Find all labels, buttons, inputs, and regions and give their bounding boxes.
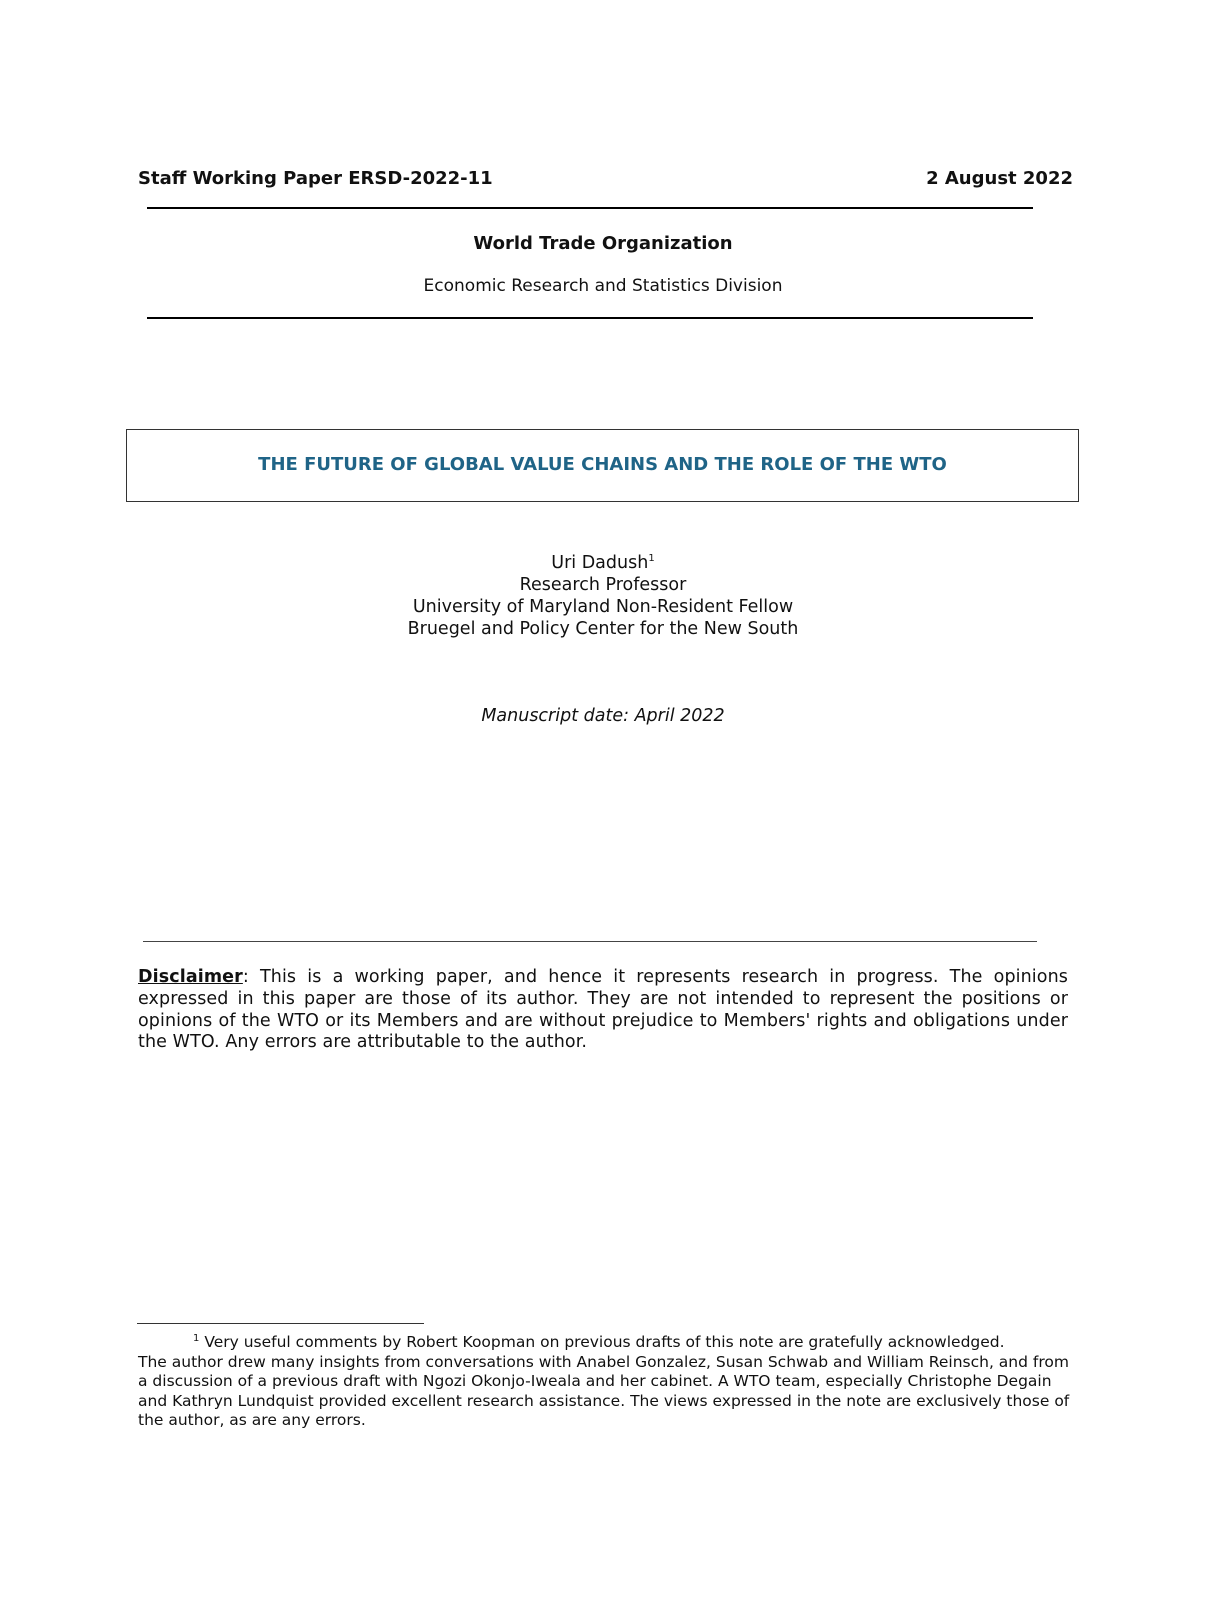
paper-title: THE FUTURE OF GLOBAL VALUE CHAINS AND THE ROLE OF THE WTO	[258, 454, 947, 475]
footnote-marker: 1	[193, 1333, 200, 1344]
footnote	[138, 1333, 1073, 1431]
author-name-line	[0, 552, 1206, 574]
paper-date: 2 August 2022	[926, 168, 1073, 189]
disclaimer-text: : This is a working paper, and hence it represents research in progress. The opinions expressed in this paper are those of its author. They are not intended to represent the positions or opinions of the WTO or its Members and are without prejudice to Members' rights and obligations under the WTO. Any errors are attributable to the author.	[138, 967, 1068, 1053]
disclaimer	[138, 967, 1068, 1054]
author-affiliation-3: Bruegel and Policy Center for the New South	[407, 619, 799, 639]
disclaimer-label: Disclaimer	[138, 967, 243, 987]
footnote-first-line	[138, 1333, 1073, 1353]
organization-name: World Trade Organization	[473, 233, 733, 254]
footnote-first-text: Very useful comments by Robert Koopman on previous drafts of this note are gratefully acknowledged.	[204, 1333, 1005, 1351]
footnote-separator	[137, 1323, 424, 1324]
author-affiliation-1: Research Professor	[519, 575, 687, 595]
division-name: Economic Research and Statistics Division	[423, 276, 783, 296]
paper-series-label: Staff Working Paper ERSD-2022-11	[138, 168, 493, 189]
disclaimer-separator	[143, 941, 1037, 942]
manuscript-date: Manuscript date: April 2022	[481, 706, 725, 726]
author-block	[0, 552, 1206, 640]
header-bottom-rule	[147, 317, 1033, 319]
author-affiliation-2: University of Maryland Non-Resident Fellow	[412, 597, 794, 617]
author-footnote-marker[interactable]: 1	[648, 553, 655, 564]
header-top-rule	[147, 207, 1033, 209]
author-name: Uri Dadush	[551, 553, 649, 573]
footnote-rest: The author drew many insights from conversations with Anabel Gonzalez, Susan Schwab and William Reinsch, and from a discussion of a previous draft with Ngozi Okonjo-Iweala and her cabinet. A WTO team, especially Christophe Degain and Kathryn Lundquist provided excellent research assistance. The views expressed in the note are exclusively those of the author, as are any errors.	[138, 1352, 1070, 1429]
